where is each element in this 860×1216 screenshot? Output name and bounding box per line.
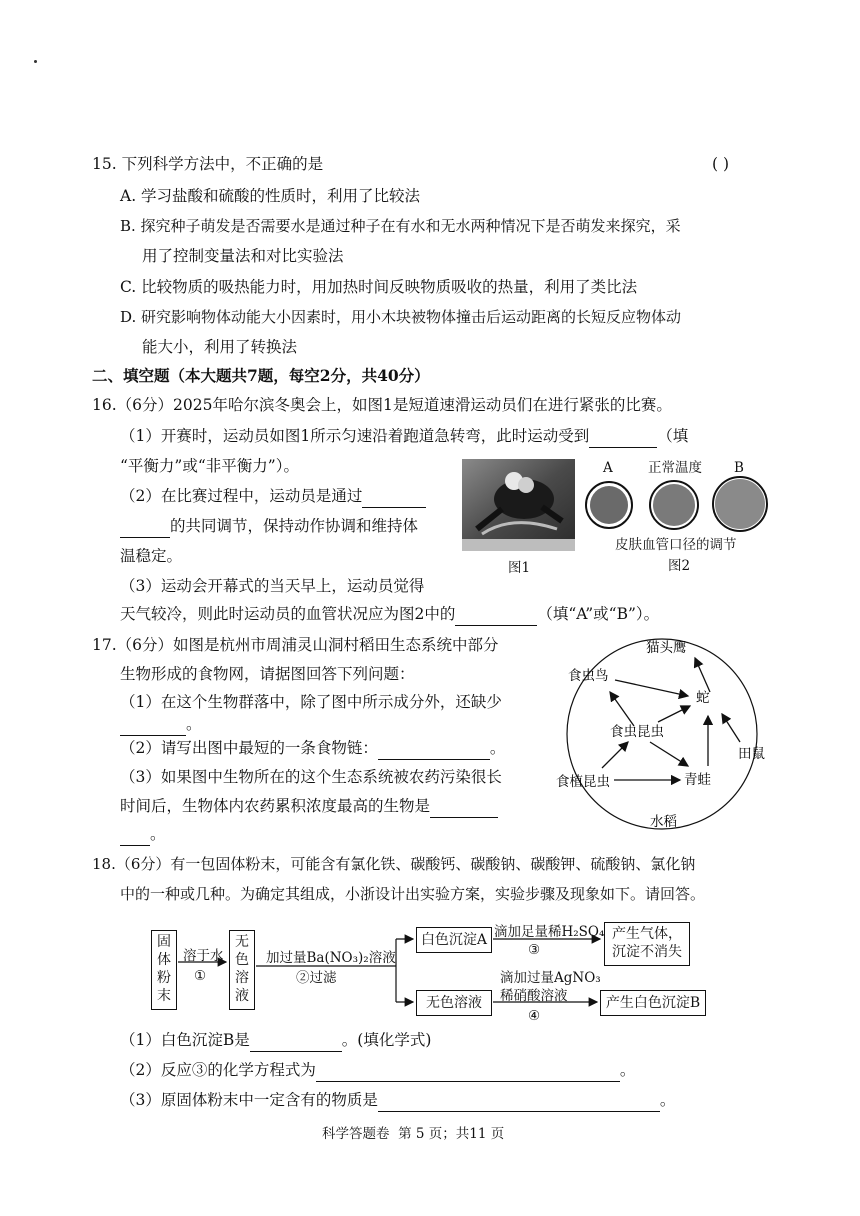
q18-blank-1[interactable] — [250, 1033, 342, 1052]
flow-step-3: ③ — [528, 942, 541, 958]
q16-part2-c: 温稳定。 — [120, 547, 183, 565]
q18-part3: （3）原固体粉末中一定含有的物质是 — [120, 1091, 378, 1109]
food-web-owl: 猫头鹰 — [646, 640, 687, 656]
flow-white-ppt-b-box: 产生白色沉淀B — [600, 990, 706, 1016]
q15-option-c: C. 比较物质的吸热能力时，用加热时间反映物质吸收的热量，利用了类比法 — [120, 278, 638, 296]
figure-1-caption: 图1 — [508, 560, 531, 576]
q15-stem: 15. 下列科学方法中，不正确的是 — [92, 155, 324, 173]
food-web-vole: 田鼠 — [738, 746, 765, 762]
q16-part1-a: （1）开赛时，运动员如图1所示匀速沿着跑道急转弯，此时运动受到 — [120, 427, 590, 445]
q17-part3-end: 。 — [150, 825, 166, 843]
food-web-insect-eater: 食虫昆虫 — [610, 724, 664, 740]
q16-part3-c: （填“A”或“B”）。 — [537, 605, 660, 623]
food-web-rice: 水稻 — [650, 814, 677, 830]
q17-stem-line2: 生物形成的食物网，请据图回答下列问题： — [120, 665, 415, 683]
q18-part1-line — [120, 1028, 431, 1052]
flow-step-1: ① — [194, 968, 207, 984]
flow-colorless-char: 色 — [235, 952, 249, 968]
flow-solid-char: 体 — [157, 952, 171, 968]
q17-part3-b: 时间后，生物体内农药累积浓度最高的生物是 — [120, 797, 431, 815]
page-footer: 科学答题卷 第 5 页；共11 页 — [322, 1126, 505, 1142]
q15-option-d-line1: D. 研究影响物体动能大小因素时，用小木块被物体撞击后运动距离的长短反应物体动 — [120, 308, 682, 326]
q16-stem: 16.（6分）2025年哈尔滨冬奥会上，如图1是短道速滑运动员们在进行紧张的比赛。 — [92, 396, 672, 414]
q17-stem-line1: 17.（6分）如图是杭州市周浦灵山洞村稻田生态系统中部分 — [92, 636, 499, 654]
q15-option-d-line2: 能大小，利用了转换法 — [142, 338, 298, 356]
q15-option-a: A. 学习盐酸和硫酸的性质时，利用了比较法 — [120, 187, 421, 205]
flow-solid-char: 末 — [157, 988, 171, 1004]
flow-colorless-char: 液 — [235, 988, 249, 1004]
q16-part3-b: 天气较冷，则此时运动员的血管状况应为图2中的 — [120, 605, 456, 623]
q18-part1: （1）白色沉淀B是 — [120, 1031, 250, 1049]
q16-part2-a: （2）在比赛过程中，运动员是通过 — [120, 487, 363, 505]
figure-2-caption: 皮肤血管口径的调节 — [615, 537, 737, 553]
flow-solid-char: 固 — [157, 934, 171, 950]
section-2-heading: 二、填空题（本大题共7题，每空2分，共40分） — [92, 366, 430, 385]
q18-stem-line2: 中的一种或几种。为确定其组成，小浙设计出实验方案，实验步骤及现象如下。请回答。 — [120, 885, 706, 903]
figure-2-number: 图2 — [668, 558, 691, 574]
flow-step-4: ④ — [528, 1008, 541, 1024]
q18-part1-end: 。(填化学式) — [341, 1031, 432, 1049]
q18-part2-line — [120, 1058, 635, 1082]
q17-part1-end: 。 — [186, 715, 202, 733]
q16-part1-c: “平衡力”或“非平衡力”）。 — [120, 457, 299, 475]
q18-part3-line — [120, 1088, 675, 1112]
flow-add-h2so4-label: 滴加足量稀H₂SO₄ — [494, 924, 605, 940]
q18-part2: （2）反应③的化学方程式为 — [120, 1061, 316, 1079]
food-web-frog: 青蛙 — [684, 772, 711, 788]
q18-part3-end: 。 — [659, 1091, 676, 1109]
flow-dissolve-label: 溶于水 — [183, 948, 224, 964]
q15-option-b-line2: 用了控制变量法和对比实验法 — [142, 247, 344, 265]
q16-part1-b: （填 — [657, 427, 689, 445]
food-web-bird: 食虫鸟 — [568, 668, 609, 684]
figure-2-label-normal: 正常温度 — [648, 460, 702, 476]
q15-option-b-line1: B. 探究种子萌发是否需要水是通过种子在有水和无水两种情况下是否萌发来探究，采 — [120, 217, 681, 235]
q17-part2-end: 。 — [489, 739, 506, 757]
flow-add-agno3-line1: 滴加过量AgNO₃ — [500, 970, 601, 986]
flow-colorless-char: 无 — [235, 934, 249, 950]
q17-part1: （1）在这个生物群落中，除了图中所示成分外，还缺少 — [120, 693, 502, 711]
q18-part2-end: 。 — [619, 1061, 636, 1079]
flow-add-agno3-line2: 稀硝酸溶液 — [500, 988, 568, 1004]
flow-solid-char: 粉 — [157, 970, 171, 986]
flow-white-ppt-a-box: 白色沉淀A — [416, 927, 492, 953]
q18-blank-2[interactable] — [316, 1063, 620, 1082]
figure-2-label-b: B — [734, 460, 744, 476]
figure-2-label-a: A — [603, 460, 613, 476]
q15-answer-paren[interactable]: ( ) — [712, 155, 730, 173]
q16-part3-a: （3）运动会开幕式的当天早上，运动员觉得 — [120, 577, 425, 595]
q17-part3-a: （3）如果图中生物所在的这个生态系统被农药污染很长 — [120, 768, 502, 786]
q16-part2-b: 的共同调节，保持动作协调和维持体 — [170, 517, 419, 535]
flow-add-bano3-label: 加过量Ba(NO₃)₂溶液 — [266, 950, 396, 966]
q17-part2: （2）请写出图中最短的一条食物链： — [120, 739, 378, 757]
flow-colorless-char: 溶 — [235, 970, 249, 986]
flow-gas-line2: 沉淀不消失 — [612, 944, 682, 960]
flow-gas-line1: 产生气体， — [612, 926, 682, 942]
q18-stem-line1: 18.（6分）有一包固体粉末，可能含有氯化铁、碳酸钙、碳酸钠、碳酸钾、硫酸钠、氯化钠 — [92, 855, 696, 873]
food-web-herbivore: 食植昆虫 — [556, 774, 610, 790]
q18-blank-3[interactable] — [378, 1093, 660, 1112]
flow-colorless-sol-box: 无色溶液 — [416, 990, 492, 1016]
flow-step-2: ②过滤 — [296, 970, 337, 986]
food-web-snake: 蛇 — [696, 690, 710, 706]
